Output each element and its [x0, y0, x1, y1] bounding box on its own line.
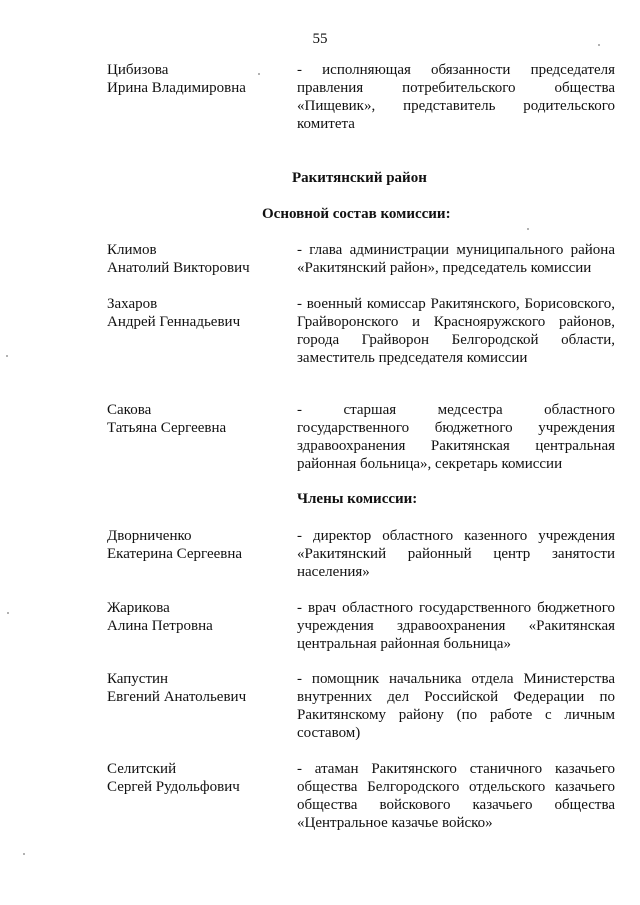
member-name — [107, 241, 287, 277]
member-role: - помощник начальника отдела Министерства внутренних дел Российской Федерации по Ракитянскому району (по работе с личным составом) — [297, 671, 615, 741]
member-role: - атаман Ракитянского станичного казачьего общества Белгородского отдельского казачьего общества войскового казачьего общества «Центральное казачье войско» — [297, 761, 615, 831]
member-given-names: Татьяна Сергеевна — [107, 420, 227, 436]
member-role: - директор областного казенного учреждения «Ракитянский районный центр занятости населения» — [297, 528, 615, 580]
member-surname: Капустин — [107, 671, 169, 687]
member-name — [107, 760, 287, 796]
member-given-names: Анатолий Викторович — [107, 260, 250, 276]
member-given-names: Екатерина Сергеевна — [107, 546, 243, 562]
member-name — [107, 599, 287, 635]
member-given-names: Алина Петровна — [107, 618, 213, 634]
member-given-names: Ирина Владимировна — [107, 80, 246, 96]
member-surname: Сакова — [107, 402, 152, 418]
scan-speck — [7, 612, 9, 614]
member-role: - глава администрации муниципального района «Ракитянский район», председатель комиссии — [297, 242, 615, 276]
member-surname: Цибизова — [107, 62, 169, 78]
member-name — [107, 527, 287, 563]
member-surname: Захаров — [107, 296, 158, 312]
member-given-names: Евгений Анатольевич — [107, 689, 247, 705]
scan-speck — [527, 228, 529, 230]
member-surname: Жарикова — [107, 600, 170, 616]
member-given-names: Сергей Рудольфович — [107, 779, 240, 795]
scan-speck — [23, 853, 25, 855]
member-surname: Селитский — [107, 761, 177, 777]
member-name — [107, 401, 287, 437]
member-surname: Дворниченко — [107, 528, 192, 544]
member-given-names: Андрей Геннадьевич — [107, 314, 241, 330]
scan-speck — [6, 355, 8, 357]
member-name — [107, 670, 287, 706]
member-name — [107, 295, 287, 331]
district-heading: Ракитянский район — [292, 170, 427, 186]
member-name — [107, 61, 287, 97]
member-role: - военный комиссар Ракитянского, Борисовского, Грайворонского и Краснояружского районов, города Грайворон Белгородской области, заместитель председателя комиссии — [297, 296, 615, 366]
member-role: - исполняющая обязанности председателя правления потребительского общества «Пищевик», представитель родительского комитета — [297, 62, 615, 132]
scan-speck — [258, 73, 260, 75]
members-heading: Члены комиссии: — [297, 491, 418, 507]
scan-speck — [598, 44, 600, 46]
member-role: - врач областного государственного бюджетного учреждения здравоохранения «Ракитянская центральная районная больница» — [297, 600, 615, 652]
main-composition-heading: Основной состав комиссии: — [262, 206, 451, 222]
page-number: 55 — [312, 31, 328, 47]
member-role: - старшая медсестра областного государственного бюджетного учреждения здравоохранения Ракитянская центральная районная больница», секретарь комиссии — [297, 402, 615, 472]
member-surname: Климов — [107, 242, 157, 258]
